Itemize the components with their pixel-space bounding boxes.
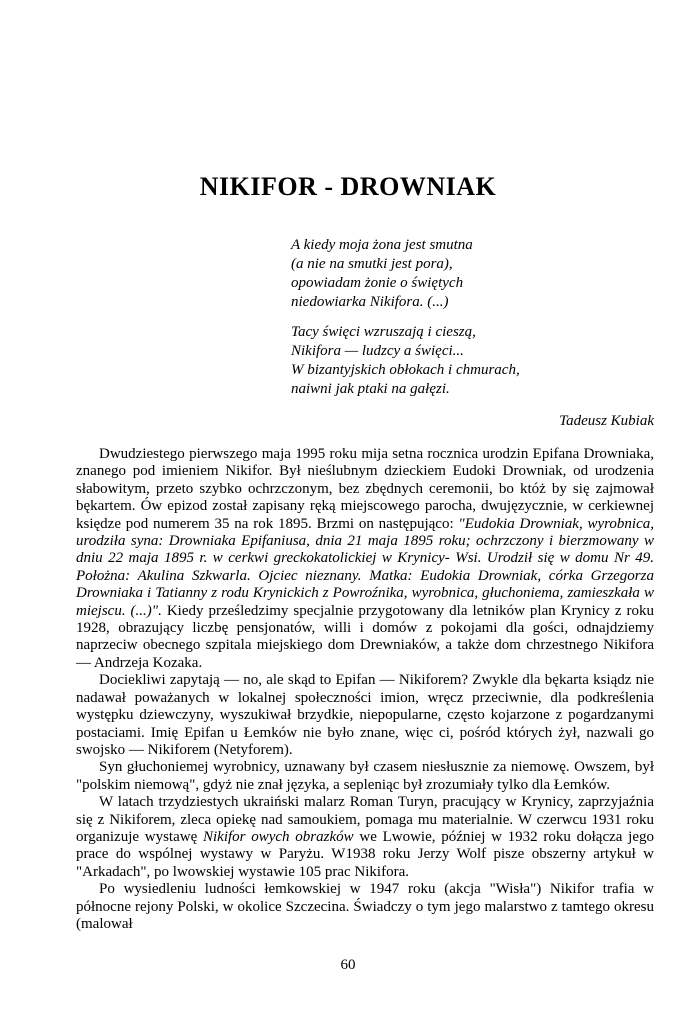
epigraph-stanza-1 bbox=[291, 236, 473, 312]
epigraph-line: opowiadam żonie o świętych bbox=[291, 275, 464, 291]
page-number: 60 bbox=[340, 957, 356, 973]
paragraph-1 bbox=[76, 446, 654, 672]
epigraph-line: W bizantyjskich obłokach i chmurach, bbox=[291, 362, 520, 378]
paragraph-2: Dociekliwi zapytają — no, ale skąd to Epifan — Nikiforem? Zwykle dla bękarta ksiądz nie nadawał poważanych w lokalnej społeczności imion, wręcz przeciwnie, dla podkreślenia występku dziewczyny, wyszukiwał brzydkie, niepopularne, często kojarzone z pogardzanymi postaciami. Imię Epifan u Łemków nie było znane, więc ci, pośród których żył, nazwali go swojsko — Nikiforem (Netyforem). bbox=[76, 672, 654, 758]
epigraph-line: Nikifora — ludzcy a święci... bbox=[291, 343, 464, 359]
epigraph-line: (a nie na smutki jest pora), bbox=[291, 256, 453, 272]
paragraph-text: W latach trzydziestych ukraiński malarz Roman Turyn, pracujący w Krynicy, zaprzyjaźnia się z Nikiforem, zleca opiekę nad samoukiem, pomaga mu materialnie. W czerwcu 1931 roku organizuje wystawę bbox=[76, 794, 654, 845]
paragraph-4 bbox=[76, 794, 654, 881]
epigraph-line: Tacy święci wzruszają i cieszą, bbox=[291, 324, 476, 340]
epigraph-author: Tadeusz Kubiak bbox=[559, 413, 654, 429]
epigraph-line: A kiedy moja żona jest smutna bbox=[291, 237, 473, 253]
paragraph-3: Syn głuchoniemej wyrobnicy, uznawany był czasem niesłusznie za niemowę. Owszem, był "polskim niemową", gdyż nie znał języka, a sepleniąc był zrozumiały tylko dla Łemków. bbox=[76, 759, 654, 793]
parish-record-quote: "Eudokia Drowniak, wyrobnica, urodziła syna: Drowniaka Epifaniusa, dnia 21 maja 1895 roku; ochrzczony i bierzmowany w dniu 22 maja 1895 r. w cerkwi greckokatolickiej w Krynicy- Wsi. Urodził się w domu Nr 49. Położna: Akulina Szkwarla. Ojciec nieznany. Matka: Eudokia Drowniak, córka Grzegorza Drowniaka i Tatianny z rodu Krynickich z Powroźnika, wyrobnica, głuchoniema, zamieszkała w miejscu. (...)". bbox=[76, 515, 655, 619]
page-title: NIKIFOR - DROWNIAK bbox=[199, 172, 497, 201]
exhibition-title: Nikifor owych obrazków bbox=[202, 828, 354, 845]
epigraph-line: niedowiarka Nikifora. (...) bbox=[291, 294, 449, 310]
paragraph-text: we Lwowie, później w 1932 roku dołącza jego prace do wspólnej wystawy w Paryżu. W1938 roku Jerzy Wolf pisze obszerny artykuł w "Arkadach", po lwowskiej wystawie 105 prac Nikifora. bbox=[76, 828, 654, 880]
paragraph-5: Po wysiedleniu ludności łemkowskiej w 1947 roku (akcja "Wisła") Nikifor trafia w północne rejony Polski, w okolice Szczecina. Świadczy o tym jego malarstwo z tamtego okresu (malował bbox=[76, 881, 654, 932]
epigraph-line: naiwni jak ptaki na gałęzi. bbox=[291, 381, 450, 397]
paragraph-text: Kiedy prześledzimy specjalnie przygotowany dla letników plan Krynicy z roku 1928, obrazujący liczbę pensjonatów, willi i domów z pokojami dla gości, odnajdziemy naprzeciw obecnego szpitala miejskiego dom Drewniaków, a także dom chrzestnego Nikifora — Andrzeja Kozaka. bbox=[76, 602, 654, 671]
body-text bbox=[76, 446, 654, 933]
epigraph-stanza-2 bbox=[291, 323, 520, 399]
paragraph-text: Dwudziestego pierwszego maja 1995 roku mija setna rocznica urodzin Epifana Drowniaka, znanego pod imieniem Nikifor. Był nieślubnym dzieckiem Eudoki Drowniak, od urodzenia słabowitym, przeto szybko ochrzczonym, bez zbędnych ceremonii, bo któż by się zajmował bękartem. Ów epizod został zapisany ręką miejscowego parocha, dwujęzycznie, w cerkiewnej księdze pod numerem 35 na rok 1895. Brzmi on następująco: bbox=[76, 446, 654, 532]
